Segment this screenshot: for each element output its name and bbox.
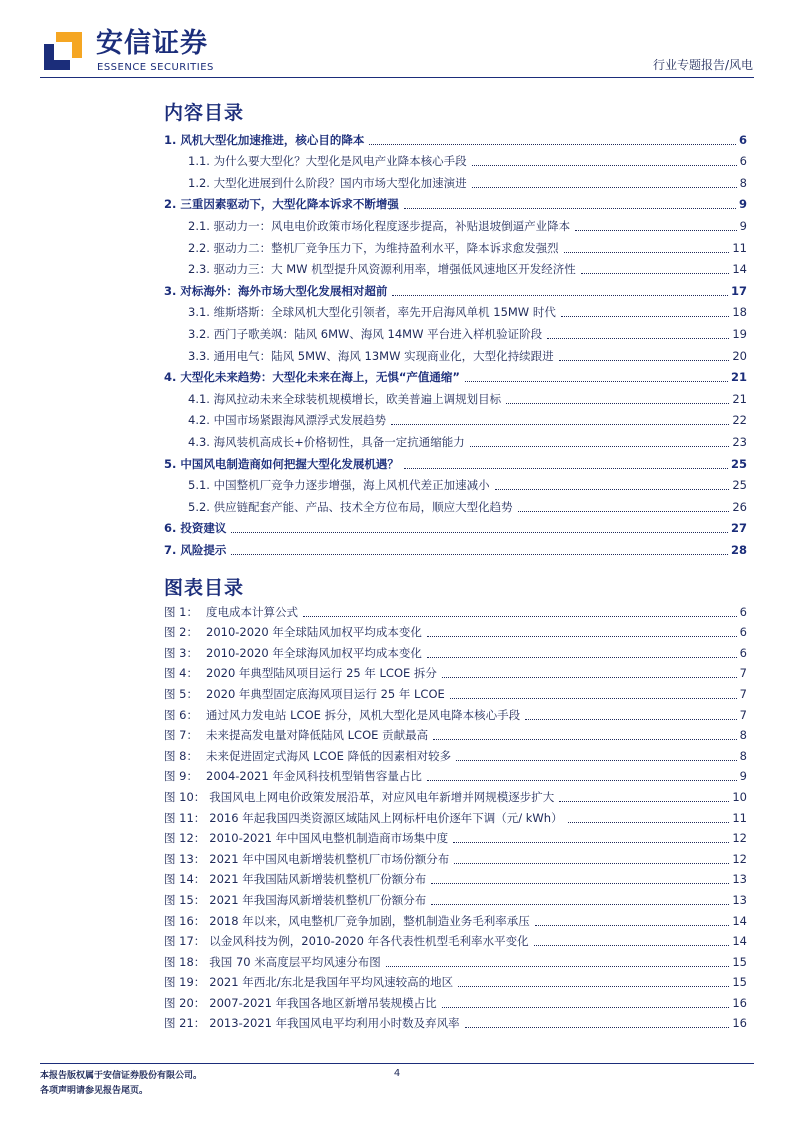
toc-entry-page: 9 bbox=[739, 218, 747, 233]
toc-entry-page: 21 bbox=[730, 370, 747, 385]
figure-caption: 通过风力发电站 LCOE 拆分，风机大型化是风电降本核心手段 bbox=[206, 707, 521, 722]
toc-chapter-entry[interactable] bbox=[164, 451, 747, 473]
figure-list-title: 图表目录 bbox=[164, 577, 245, 599]
figure-caption: 2010-2020 年全球陆风加权平均成本变化 bbox=[206, 625, 422, 640]
dot-leader bbox=[450, 698, 737, 699]
brand-logo bbox=[38, 22, 238, 78]
dot-leader bbox=[404, 468, 728, 469]
toc-entry-title: 2.1. 驱动力一：风电电价政策市场化程度逐步提高，补贴退坡倒逼产业降本 bbox=[188, 218, 571, 233]
toc-entry-page: 6 bbox=[739, 154, 747, 169]
figure-label: 图 7： bbox=[164, 728, 198, 743]
figure-page: 7 bbox=[739, 666, 747, 681]
logo-english-name: ESSENCE SECURITIES bbox=[97, 62, 214, 73]
figure-list-entry[interactable] bbox=[164, 703, 747, 724]
figure-list-entry[interactable] bbox=[164, 724, 747, 745]
figure-caption: 2020 年典型陆风项目运行 25 年 LCOE 拆分 bbox=[206, 666, 437, 681]
toc-entry-page: 21 bbox=[732, 391, 747, 406]
figure-caption: 2004-2021 年金风科技机型销售容量占比 bbox=[206, 769, 422, 784]
dot-leader bbox=[465, 381, 728, 382]
toc-entry-title: 3.2. 西门子歌美飒：陆风 6MW、海风 14MW 平台进入样机验证阶段 bbox=[188, 326, 543, 341]
toc-section-entry[interactable] bbox=[164, 300, 747, 322]
toc-section-entry[interactable] bbox=[164, 213, 747, 235]
dot-leader bbox=[453, 842, 729, 843]
figure-page: 15 bbox=[732, 975, 747, 990]
figure-page: 8 bbox=[739, 748, 747, 763]
dot-leader bbox=[231, 532, 728, 533]
toc-chapter-entry[interactable] bbox=[164, 278, 747, 300]
figure-page: 13 bbox=[732, 892, 747, 907]
toc-section-entry[interactable] bbox=[164, 429, 747, 451]
toc-chapter-entry[interactable] bbox=[164, 365, 747, 387]
toc-chapter-entry[interactable] bbox=[164, 192, 747, 214]
toc-section-entry[interactable] bbox=[164, 149, 747, 171]
figure-caption: 度电成本计算公式 bbox=[206, 604, 298, 619]
dot-leader bbox=[472, 187, 737, 188]
toc-section-entry[interactable] bbox=[164, 235, 747, 257]
toc-entry-page: 25 bbox=[730, 456, 747, 471]
figure-label: 图 14： bbox=[164, 872, 206, 887]
dot-leader bbox=[525, 719, 737, 720]
figure-caption: 我国风电上网电价政策发展沿革，对应风电年新增并网规模逐步扩大 bbox=[209, 789, 555, 804]
figure-label: 图 10： bbox=[164, 789, 206, 804]
toc-entry-page: 17 bbox=[730, 283, 747, 298]
figure-caption: 2021 年中国风电新增装机整机厂市场份额分布 bbox=[209, 851, 450, 866]
toc-entry-title: 1.2. 大型化进展到什么阶段？国内市场大型化加速演进 bbox=[188, 175, 467, 190]
figure-label: 图 5： bbox=[164, 686, 198, 701]
figure-page: 11 bbox=[732, 810, 747, 825]
dot-leader bbox=[231, 554, 728, 555]
toc-entry-page: 18 bbox=[732, 305, 747, 320]
dot-leader bbox=[568, 822, 730, 823]
header-divider bbox=[40, 77, 754, 78]
footer-divider bbox=[40, 1063, 754, 1064]
figure-caption: 2013-2021 年我国风电平均利用小时数及弃风率 bbox=[209, 1016, 460, 1031]
dot-leader bbox=[559, 360, 730, 361]
figure-page: 14 bbox=[732, 934, 747, 949]
dot-leader bbox=[534, 945, 730, 946]
figure-caption: 未来提高发电量对降低陆风 LCOE 贡献最高 bbox=[206, 728, 429, 743]
dot-leader bbox=[581, 273, 730, 274]
figure-caption: 2018 年以来，风电整机厂竞争加剧，整机制造业务毛利率承压 bbox=[209, 913, 530, 928]
dot-leader bbox=[391, 424, 729, 425]
figure-list-entry[interactable] bbox=[164, 888, 747, 909]
figure-list-entry[interactable] bbox=[164, 847, 747, 868]
toc-title: 内容目录 bbox=[164, 102, 245, 124]
dot-leader bbox=[427, 657, 737, 658]
toc-entry-page: 26 bbox=[732, 499, 747, 514]
figure-list-entry[interactable] bbox=[164, 806, 747, 827]
figure-caption: 未来促进固定式海风 LCOE 降低的因素相对较多 bbox=[206, 748, 452, 763]
toc-entry-title: 5. 中国风电制造商如何把握大型化发展机遇？ bbox=[164, 456, 399, 471]
figure-caption: 2007-2021 年我国各地区新增吊装规模占比 bbox=[209, 995, 437, 1010]
copyright-notice: 本报告版权属于安信证券股份有限公司。 bbox=[40, 1071, 203, 1081]
toc-entry-title: 4. 大型化未来趋势：大型化未来在海上，无惧“产值通缩” bbox=[164, 370, 460, 385]
figure-caption: 我国 70 米高度层平均风速分布图 bbox=[209, 954, 381, 969]
toc-entry-title: 4.3. 海风装机高成长+价格韧性，具备一定抗通缩能力 bbox=[188, 434, 465, 449]
dot-leader bbox=[559, 801, 729, 802]
figure-list-entry[interactable] bbox=[164, 1012, 747, 1033]
toc-section-entry[interactable] bbox=[164, 257, 747, 279]
figure-label: 图 11： bbox=[164, 810, 206, 825]
toc-entry-page: 11 bbox=[732, 240, 747, 255]
toc-chapter-entry[interactable] bbox=[164, 516, 747, 538]
dot-leader bbox=[427, 780, 737, 781]
dot-leader bbox=[442, 677, 737, 678]
dot-leader bbox=[561, 316, 730, 317]
toc-entry-title: 4.2. 中国市场紧跟海风漂浮式发展趋势 bbox=[188, 413, 387, 428]
figure-label: 图 3： bbox=[164, 645, 198, 660]
dot-leader bbox=[564, 252, 730, 253]
dot-leader bbox=[431, 904, 729, 905]
toc-chapter-entry[interactable] bbox=[164, 537, 747, 559]
figure-label: 图 4： bbox=[164, 666, 198, 681]
figure-list bbox=[164, 600, 747, 1032]
page-number: 4 bbox=[393, 1068, 401, 1079]
toc-entry-title: 5.1. 中国整机厂竞争力逐步增强，海上风机代差正加速减小 bbox=[188, 478, 490, 493]
figure-page: 7 bbox=[739, 686, 747, 701]
toc-entry-title: 2.3. 驱动力三：大 MW 机型提升风资源利用率，增强低风速地区开发经济性 bbox=[188, 262, 576, 277]
figure-caption: 以金风科技为例，2010-2020 年各代表性机型毛利率水平变化 bbox=[209, 934, 529, 949]
figure-page: 10 bbox=[732, 789, 747, 804]
figure-page: 16 bbox=[732, 1016, 747, 1031]
toc-section-entry[interactable] bbox=[164, 386, 747, 408]
toc-entry-page: 23 bbox=[732, 434, 747, 449]
figure-list-entry[interactable] bbox=[164, 909, 747, 930]
figure-list-entry[interactable] bbox=[164, 621, 747, 642]
toc-entry-page: 20 bbox=[732, 348, 747, 363]
dot-leader bbox=[458, 986, 729, 987]
figure-page: 14 bbox=[732, 913, 747, 928]
dot-leader bbox=[454, 863, 729, 864]
dot-leader bbox=[427, 636, 737, 637]
figure-list-entry[interactable] bbox=[164, 600, 747, 621]
figure-list-entry[interactable] bbox=[164, 641, 747, 662]
figure-caption: 2016 年起我国四类资源区域陆风上网标杆电价逐年下调（元/ kWh） bbox=[209, 810, 563, 825]
figure-list-entry[interactable] bbox=[164, 991, 747, 1012]
toc-entry-title: 4.1. 海风拉动未来全球装机规模增长，欧美普遍上调规划目标 bbox=[188, 391, 502, 406]
toc-entry-title: 1.1. 为什么要大型化？大型化是风电产业降本核心手段 bbox=[188, 154, 467, 169]
toc-section-entry[interactable] bbox=[164, 473, 747, 495]
toc-entry-page: 25 bbox=[732, 478, 747, 493]
figure-page: 15 bbox=[732, 954, 747, 969]
figure-list-entry[interactable] bbox=[164, 785, 747, 806]
figure-label: 图 9： bbox=[164, 769, 198, 784]
dot-leader bbox=[386, 966, 730, 967]
dot-leader bbox=[470, 446, 730, 447]
figure-caption: 2020 年典型固定底海风项目运行 25 年 LCOE bbox=[206, 686, 445, 701]
figure-list-entry[interactable] bbox=[164, 950, 747, 971]
figure-label: 图 8： bbox=[164, 748, 198, 763]
dot-leader bbox=[303, 616, 737, 617]
figure-page: 6 bbox=[739, 625, 747, 640]
toc-entry-title: 2.2. 驱动力二：整机厂竞争压力下，为维持盈利水平，降本诉求愈发强烈 bbox=[188, 240, 559, 255]
toc-section-entry[interactable] bbox=[164, 321, 747, 343]
figure-list-entry[interactable] bbox=[164, 868, 747, 889]
dot-leader bbox=[369, 144, 736, 145]
figure-caption: 2010-2020 年全球海风加权平均成本变化 bbox=[206, 645, 422, 660]
toc-entry-title: 6. 投资建议 bbox=[164, 521, 227, 536]
figure-label: 图 6： bbox=[164, 707, 198, 722]
figure-label: 图 1： bbox=[164, 604, 198, 619]
figure-label: 图 12： bbox=[164, 831, 206, 846]
toc-entry-page: 6 bbox=[738, 132, 747, 147]
figure-list-entry[interactable] bbox=[164, 971, 747, 992]
toc-entry-page: 8 bbox=[739, 175, 747, 190]
toc-entry-page: 22 bbox=[732, 413, 747, 428]
toc-section-entry[interactable] bbox=[164, 494, 747, 516]
figure-page: 12 bbox=[732, 831, 747, 846]
figure-label: 图 19： bbox=[164, 975, 206, 990]
dot-leader bbox=[575, 230, 737, 231]
figure-caption: 2021 年我国陆风新增装机整机厂份额分布 bbox=[209, 872, 427, 887]
toc-entry-title: 3. 对标海外：海外市场大型化发展相对超前 bbox=[164, 283, 388, 298]
dot-leader bbox=[472, 165, 737, 166]
figure-page: 6 bbox=[739, 604, 747, 619]
toc-section-entry[interactable] bbox=[164, 408, 747, 430]
toc-section-entry[interactable] bbox=[164, 170, 747, 192]
essence-logo-icon bbox=[42, 30, 84, 72]
figure-caption: 2021 年西北/东北是我国年平均风速较高的地区 bbox=[209, 975, 454, 990]
toc-list bbox=[164, 127, 747, 559]
dot-leader bbox=[535, 925, 730, 926]
figure-page: 8 bbox=[739, 728, 747, 743]
dot-leader bbox=[506, 403, 729, 404]
dot-leader bbox=[465, 1027, 730, 1028]
figure-page: 16 bbox=[732, 995, 747, 1010]
toc-entry-page: 28 bbox=[730, 542, 747, 557]
toc-section-entry[interactable] bbox=[164, 343, 747, 365]
figure-list-entry[interactable] bbox=[164, 827, 747, 848]
dot-leader bbox=[547, 338, 729, 339]
figure-page: 9 bbox=[739, 769, 747, 784]
toc-entry-title: 5.2. 供应链配套产能、产品、技术全方位布局，顺应大型化趋势 bbox=[188, 499, 513, 514]
toc-entry-page: 9 bbox=[738, 197, 747, 212]
toc-entry-page: 19 bbox=[732, 326, 747, 341]
figure-page: 12 bbox=[732, 851, 747, 866]
dot-leader bbox=[456, 760, 737, 761]
figure-list-entry[interactable] bbox=[164, 930, 747, 951]
toc-chapter-entry[interactable] bbox=[164, 127, 747, 149]
figure-list-entry[interactable] bbox=[164, 662, 747, 683]
toc-entry-title: 1. 风机大型化加速推进，核心目的降本 bbox=[164, 132, 365, 147]
logo-chinese-name: 安信证券 bbox=[96, 28, 208, 59]
disclaimer-notice: 各项声明请参见报告尾页。 bbox=[40, 1086, 149, 1096]
figure-label: 图 13： bbox=[164, 851, 206, 866]
figure-list-entry[interactable] bbox=[164, 765, 747, 786]
figure-caption: 2021 年我国海风新增装机整机厂份额分布 bbox=[209, 892, 427, 907]
dot-leader bbox=[392, 295, 728, 296]
dot-leader bbox=[495, 489, 730, 490]
dot-leader bbox=[404, 208, 736, 209]
figure-list-entry[interactable] bbox=[164, 682, 747, 703]
figure-page: 6 bbox=[739, 645, 747, 660]
dot-leader bbox=[442, 1007, 730, 1008]
figure-page: 13 bbox=[732, 872, 747, 887]
dot-leader bbox=[431, 883, 729, 884]
toc-entry-title: 2. 三重因素驱动下，大型化降本诉求不断增强 bbox=[164, 197, 399, 212]
figure-label: 图 20： bbox=[164, 995, 206, 1010]
toc-entry-title: 3.3. 通用电气：陆风 5MW、海风 13MW 实现商业化，大型化持续跟进 bbox=[188, 348, 554, 363]
dot-leader bbox=[518, 511, 730, 512]
figure-label: 图 2： bbox=[164, 625, 198, 640]
toc-entry-page: 14 bbox=[732, 262, 747, 277]
figure-label: 图 18： bbox=[164, 954, 206, 969]
figure-label: 图 17： bbox=[164, 934, 206, 949]
toc-entry-title: 3.1. 维斯塔斯：全球风机大型化引领者，率先开启海风单机 15MW 时代 bbox=[188, 305, 556, 320]
figure-caption: 2010-2021 年中国风电整机制造商市场集中度 bbox=[209, 831, 449, 846]
figure-label: 图 21： bbox=[164, 1016, 206, 1031]
figure-label: 图 16： bbox=[164, 913, 206, 928]
figure-label: 图 15： bbox=[164, 892, 206, 907]
dot-leader bbox=[433, 739, 737, 740]
figure-page: 7 bbox=[739, 707, 747, 722]
toc-entry-title: 7. 风险提示 bbox=[164, 542, 227, 557]
report-type-label: 行业专题报告/风电 bbox=[652, 58, 753, 72]
figure-list-entry[interactable] bbox=[164, 744, 747, 765]
toc-entry-page: 27 bbox=[730, 521, 747, 536]
